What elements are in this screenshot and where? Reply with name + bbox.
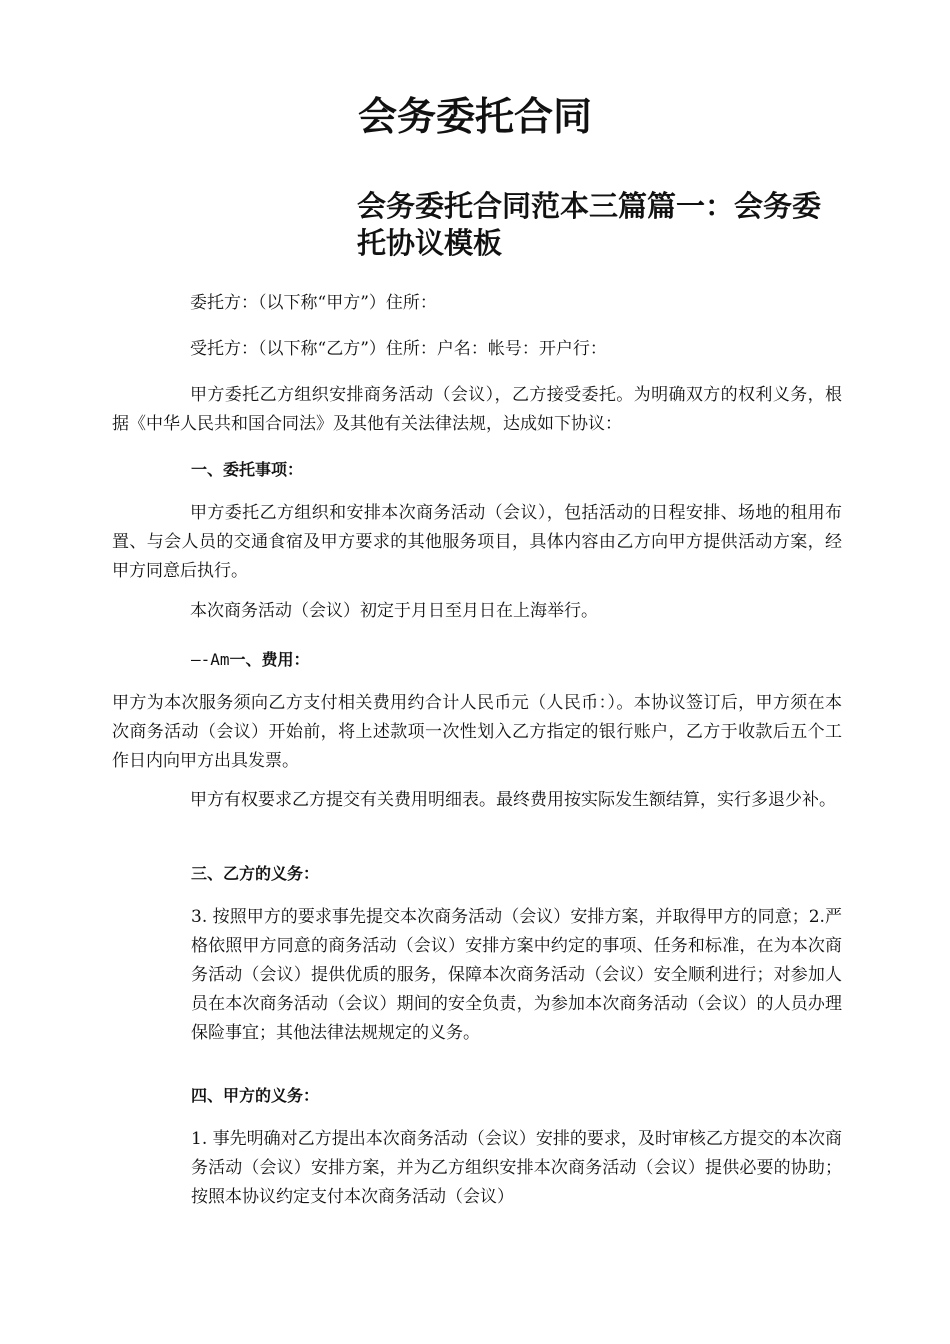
paragraph-preamble: 甲方委托乙方组织安排商务活动（会议），乙方接受委托。为明确双方的权利义务，根据《中华人民共和国合同法》及其他有关法律法规，达成如下协议：	[112, 385, 842, 434]
paragraph-schedule: 本次商务活动（会议）初定于月日至月日在上海举行。	[190, 601, 598, 621]
paragraph-contractor-obligations: 3. 按照甲方的要求事先提交本次商务活动（会议）安排方案，并取得甲方的同意；2.严格依照甲方同意的商务活动（会议）安排方案中约定的事项、任务和标准，在为本次商务活动（会议）提供优质的服务，保障本次商务活动（会议）安全顺利进行；对参加人员在本次商务活动（会议）期间的安全负责，为参加本次商务活动（会议）的人员办理保险事宜；其他法律法规规定的义务。	[191, 907, 842, 1043]
paragraph-contractor: 受托方：（以下称“乙方”）住所：户名：帐号：开户行：	[190, 339, 607, 359]
paragraph-entrusted-matters: 甲方委托乙方组织和安排本次商务活动（会议），包括活动的日程安排、场地的租用布置、与会人员的交通食宿及甲方要求的其他服务项目，具体内容由乙方向甲方提供活动方案，经甲方同意后执行。	[112, 503, 842, 581]
paragraph-fee-details: 甲方有权要求乙方提交有关费用明细表。最终费用按实际发生额结算，实行多退少补。	[190, 790, 836, 810]
section-heading-1: 一、委托事项：	[191, 460, 304, 479]
paragraph-fees: 甲方为本次服务须向乙方支付相关费用约合计人民币元（人民币：）。本协议签订后，甲方须在本次商务活动（会议）开始前，将上述款项一次性划入乙方指定的银行账户，乙方于收款后五个工作日内向甲方出具发票。	[112, 693, 842, 771]
paragraph-client-obligations: 1. 事先明确对乙方提出本次商务活动（会议）安排的要求，及时审核乙方提交的本次商务活动（会议）安排方案，并为乙方组织安排本次商务活动（会议）提供必要的协助；按照本协议约定支付本次商务活动（会议）	[191, 1129, 842, 1207]
section-heading-2-prefix: —-Am	[191, 650, 230, 669]
paragraph-client: 委托方：（以下称“甲方”）住所：	[190, 293, 437, 313]
document-title: 会务委托合同	[357, 95, 592, 140]
section-heading-2	[191, 645, 842, 674]
section-heading-2-text: 一、费用：	[229, 650, 310, 669]
section-heading-4: 四、甲方的义务：	[191, 1086, 320, 1105]
document-subtitle: 会务委托合同范本三篇篇一：会务委托协议模板	[357, 189, 822, 260]
section-heading-3: 三、乙方的义务：	[191, 864, 320, 883]
